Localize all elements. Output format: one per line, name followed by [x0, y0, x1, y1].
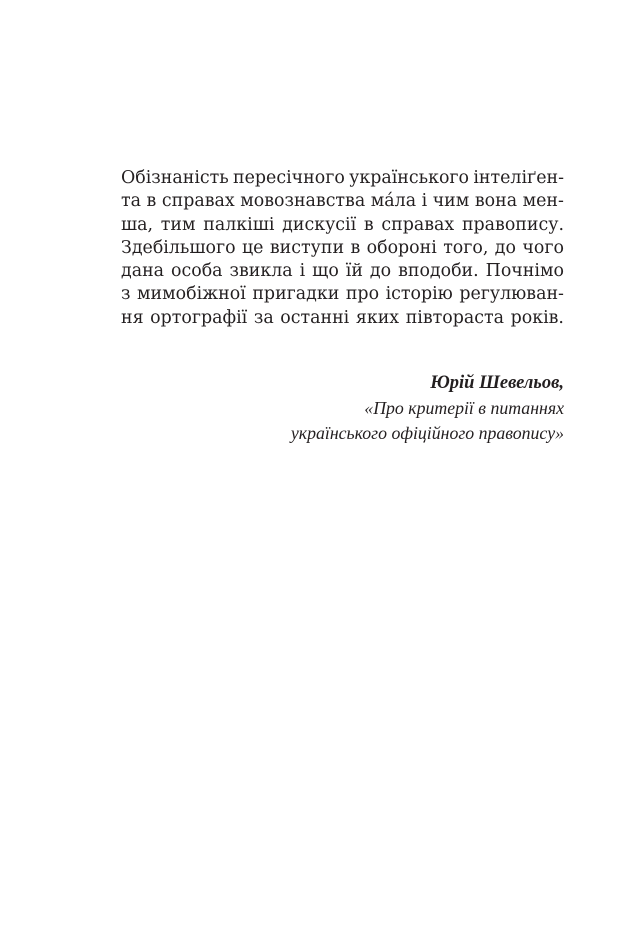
- quote-word: дана: [121, 261, 165, 282]
- quote-word: вона: [474, 191, 518, 212]
- quote-word: і: [299, 261, 306, 282]
- quote-word: останні: [280, 307, 350, 328]
- quote-word: мовознавства: [240, 191, 366, 212]
- quote-line: [121, 260, 564, 283]
- quote-word: яких: [355, 307, 400, 328]
- quote-line: [121, 190, 564, 213]
- quote-line: [121, 283, 564, 306]
- quote-word: чим: [432, 191, 470, 212]
- quote-word: ша,: [121, 214, 154, 235]
- quote-word: з: [121, 284, 131, 305]
- quote-word: регулюван-: [459, 284, 564, 305]
- quote-word: тим: [160, 214, 196, 235]
- quote-word: виступи: [269, 237, 345, 258]
- quote-word: ня: [121, 307, 144, 328]
- quote-line: [121, 214, 564, 237]
- quote-line: [121, 237, 564, 260]
- quote-word: обороні: [366, 237, 437, 258]
- quote-word: до: [369, 261, 392, 282]
- work-title-line-2: українського офіційного правопису»: [290, 423, 564, 443]
- quote-word: Здебільшого: [121, 237, 236, 258]
- quote-word: історію: [385, 284, 453, 305]
- quote-word: звикла: [229, 261, 293, 282]
- quote-word: справах: [161, 191, 235, 212]
- quote-word: мен-: [522, 191, 564, 212]
- quote-word: про: [345, 284, 380, 305]
- quote-word: ортографії: [150, 307, 248, 328]
- quote-word: Почнімо: [485, 261, 564, 282]
- epigraph-quote: [121, 167, 564, 330]
- work-title-line-1: «Про критерії в питаннях: [364, 398, 564, 418]
- quote-word: півтораста: [405, 307, 504, 328]
- quote-word: українського: [349, 168, 470, 188]
- quote-word: років.: [510, 307, 564, 328]
- quote-line: [121, 167, 564, 190]
- epigraph-attribution: [291, 370, 564, 446]
- quote-word: ма́ла: [370, 191, 417, 212]
- quote-word: в: [146, 191, 157, 212]
- quote-word: вподоби.: [398, 261, 479, 282]
- author-name: Юрій Шевельов,: [430, 373, 564, 393]
- quote-word: Обізнаність: [121, 168, 229, 188]
- quote-word: мимобіжної: [137, 284, 246, 305]
- quote-word: до: [494, 237, 516, 258]
- quote-word: справах: [381, 214, 455, 235]
- quote-word: в: [350, 237, 361, 258]
- quote-word: за: [253, 307, 274, 328]
- quote-word: правопису.: [461, 214, 564, 235]
- quote-word: це: [242, 237, 264, 258]
- quote-word: та: [121, 191, 141, 212]
- quote-word: дискусії: [282, 214, 357, 235]
- quote-word: і: [421, 191, 428, 212]
- quote-word: палкіші: [203, 214, 275, 235]
- quote-word: того,: [443, 237, 489, 258]
- quote-word: в: [363, 214, 374, 235]
- quote-word: пересічного: [233, 168, 345, 188]
- quote-word: що: [312, 261, 339, 282]
- quote-word: інтеліґен-: [473, 168, 564, 188]
- quote-word: пригадки: [252, 284, 340, 305]
- quote-word: особа: [171, 261, 223, 282]
- quote-word: їй: [345, 261, 363, 282]
- quote-line: [121, 307, 564, 330]
- quote-word: чого: [522, 237, 564, 258]
